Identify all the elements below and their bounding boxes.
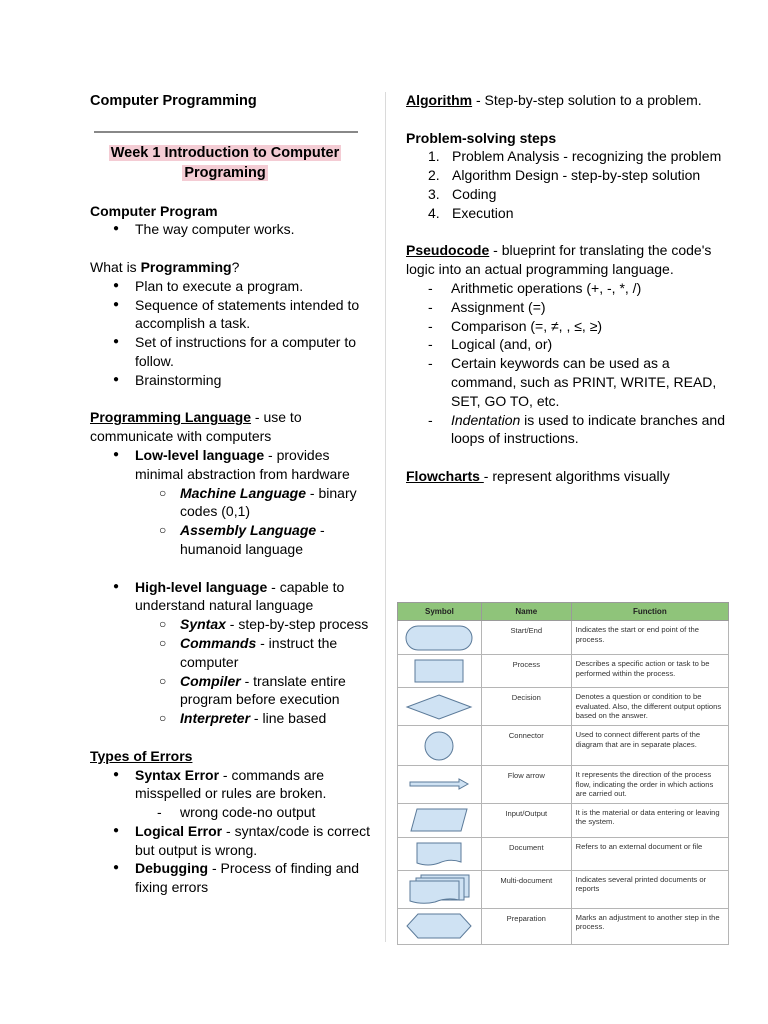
table-row: Input/Output It is the material or data entering or leaving the system. — [398, 803, 729, 837]
multi-document-icon — [405, 872, 473, 906]
computer-program-heading: Computer Program — [90, 202, 218, 219]
list-item: ● The way computer works. — [108, 220, 380, 239]
table-row: Flow arrow It represents the direction of the process flow, indicating the order in which actions are carried out. — [398, 766, 729, 804]
list-item: ○ Machine Language - binary codes (0,1) — [157, 484, 380, 522]
terminator-icon — [404, 624, 474, 652]
list-item: - Logical (and, or) — [428, 335, 736, 354]
table-row: Preparation Marks an adjustment to another step in the process. — [398, 908, 729, 944]
title-rule — [94, 131, 358, 133]
high-level-sublist — [157, 615, 380, 728]
list-item: ○ Compiler - translate entire program before execution — [157, 672, 380, 710]
process-box-icon — [411, 657, 467, 685]
list-item: ● High-level language - capable to understand natural language ○ Syntax - step-by-step process ○ Commands - instruct the computer ○ Compiler - translate entire program before execution ○ Interpreter - line based — [108, 578, 380, 728]
pseudocode-list — [428, 279, 736, 448]
list-item: 2. Algorithm Design - step-by-step solution — [428, 167, 701, 184]
input-output-parallelogram-icon — [407, 806, 471, 834]
low-level-sublist — [157, 484, 380, 559]
table-row: Start/End Indicates the start or end point of the process. — [398, 621, 729, 655]
right-column — [406, 91, 736, 486]
list-item: - Comparison (=, ≠, , ≤, ≥) — [428, 317, 736, 336]
header-function: Function — [571, 603, 728, 621]
column-divider — [385, 92, 386, 942]
header-name: Name — [481, 603, 571, 621]
flowchart-symbol-table — [397, 602, 729, 945]
flow-arrow-icon — [407, 777, 471, 791]
list-item: ● Logical Error - syntax/code is correct but output is wrong. — [108, 822, 380, 860]
list-item: - Indentation is used to indicate branches and loops of instructions. — [428, 411, 736, 449]
list-item: ● Debugging - Process of finding and fixing errors — [108, 859, 380, 897]
list-item: ● Plan to execute a program. — [108, 277, 380, 296]
steps-heading: Problem-solving steps — [406, 129, 557, 146]
header-symbol: Symbol — [398, 603, 482, 621]
decision-diamond-icon — [404, 692, 474, 722]
list-item: - Certain keywords can be used as a command, such as PRINT, WRITE, READ, SET, GO TO, etc. — [428, 354, 736, 410]
list-item: ● Syntax Error - commands are misspelled or rules are broken. - wrong code-no output — [108, 766, 380, 822]
programming-language-def: Programming Language - use to communicate with computers — [90, 409, 302, 445]
programming-heading: What is Programming? — [90, 258, 240, 275]
table-row: Multi-document Indicates several printed documents or reports — [398, 870, 729, 908]
programming-list — [108, 277, 380, 390]
computer-program-list — [108, 220, 380, 239]
list-item: ○ Syntax - step-by-step process — [157, 615, 380, 634]
table-header-row — [398, 603, 729, 621]
left-column — [90, 92, 380, 897]
list-item: ● Set of instructions for a computer to follow. — [108, 333, 380, 371]
table-row: Decision Denotes a question or condition to be evaluated. Also, the different output options based on the answer. — [398, 688, 729, 726]
list-item: ○ Interpreter - line based — [157, 709, 380, 728]
table-row: Document Refers to an external document or file — [398, 837, 729, 870]
list-item: ● Sequence of statements intended to accomplish a task. — [108, 296, 380, 334]
list-item: 3. Coding — [428, 185, 497, 202]
errors-list — [108, 766, 380, 898]
list-item: ○ Assembly Language - humanoid language — [157, 521, 380, 559]
connector-circle-icon — [422, 729, 456, 763]
list-item: ● Brainstorming — [108, 371, 380, 390]
list-item: - Arithmetic operations (+, -, *, /) — [428, 279, 736, 298]
week-heading: Week 1 Introduction to Computer Programing — [110, 144, 340, 181]
list-item: ● Low-level language - provides minimal abstraction from hardware ○ Machine Language - binary codes (0,1) ○ Assembly Language - humanoid language — [108, 446, 380, 578]
syntax-error-sublist — [157, 803, 380, 822]
table-row: Connector Used to connect different parts of the diagram that are in separate places. — [398, 726, 729, 766]
list-item: - wrong code-no output — [157, 803, 380, 822]
pseudocode-def: Pseudocode - blueprint for translating the code's logic into an actual programming language. — [406, 242, 712, 278]
language-level-list — [108, 446, 380, 728]
list-item: 4. Execution — [428, 204, 514, 221]
list-item: 1. Problem Analysis - recognizing the problem — [428, 148, 722, 165]
algorithm-def: Algorithm - Step-by-step solution to a problem. — [406, 92, 702, 108]
document-title: Computer Programming — [90, 93, 257, 109]
flowcharts-def: Flowcharts - represent algorithms visually — [406, 467, 670, 484]
list-item: ○ Commands - instruct the computer — [157, 634, 380, 672]
table-row: Process Describes a specific action or task to be performed within the process. — [398, 655, 729, 688]
list-item: - Assignment (=) — [428, 298, 736, 317]
preparation-hexagon-icon — [404, 911, 474, 941]
document-icon — [411, 840, 467, 868]
errors-heading: Types of Errors — [90, 747, 193, 764]
steps-list — [424, 147, 736, 222]
